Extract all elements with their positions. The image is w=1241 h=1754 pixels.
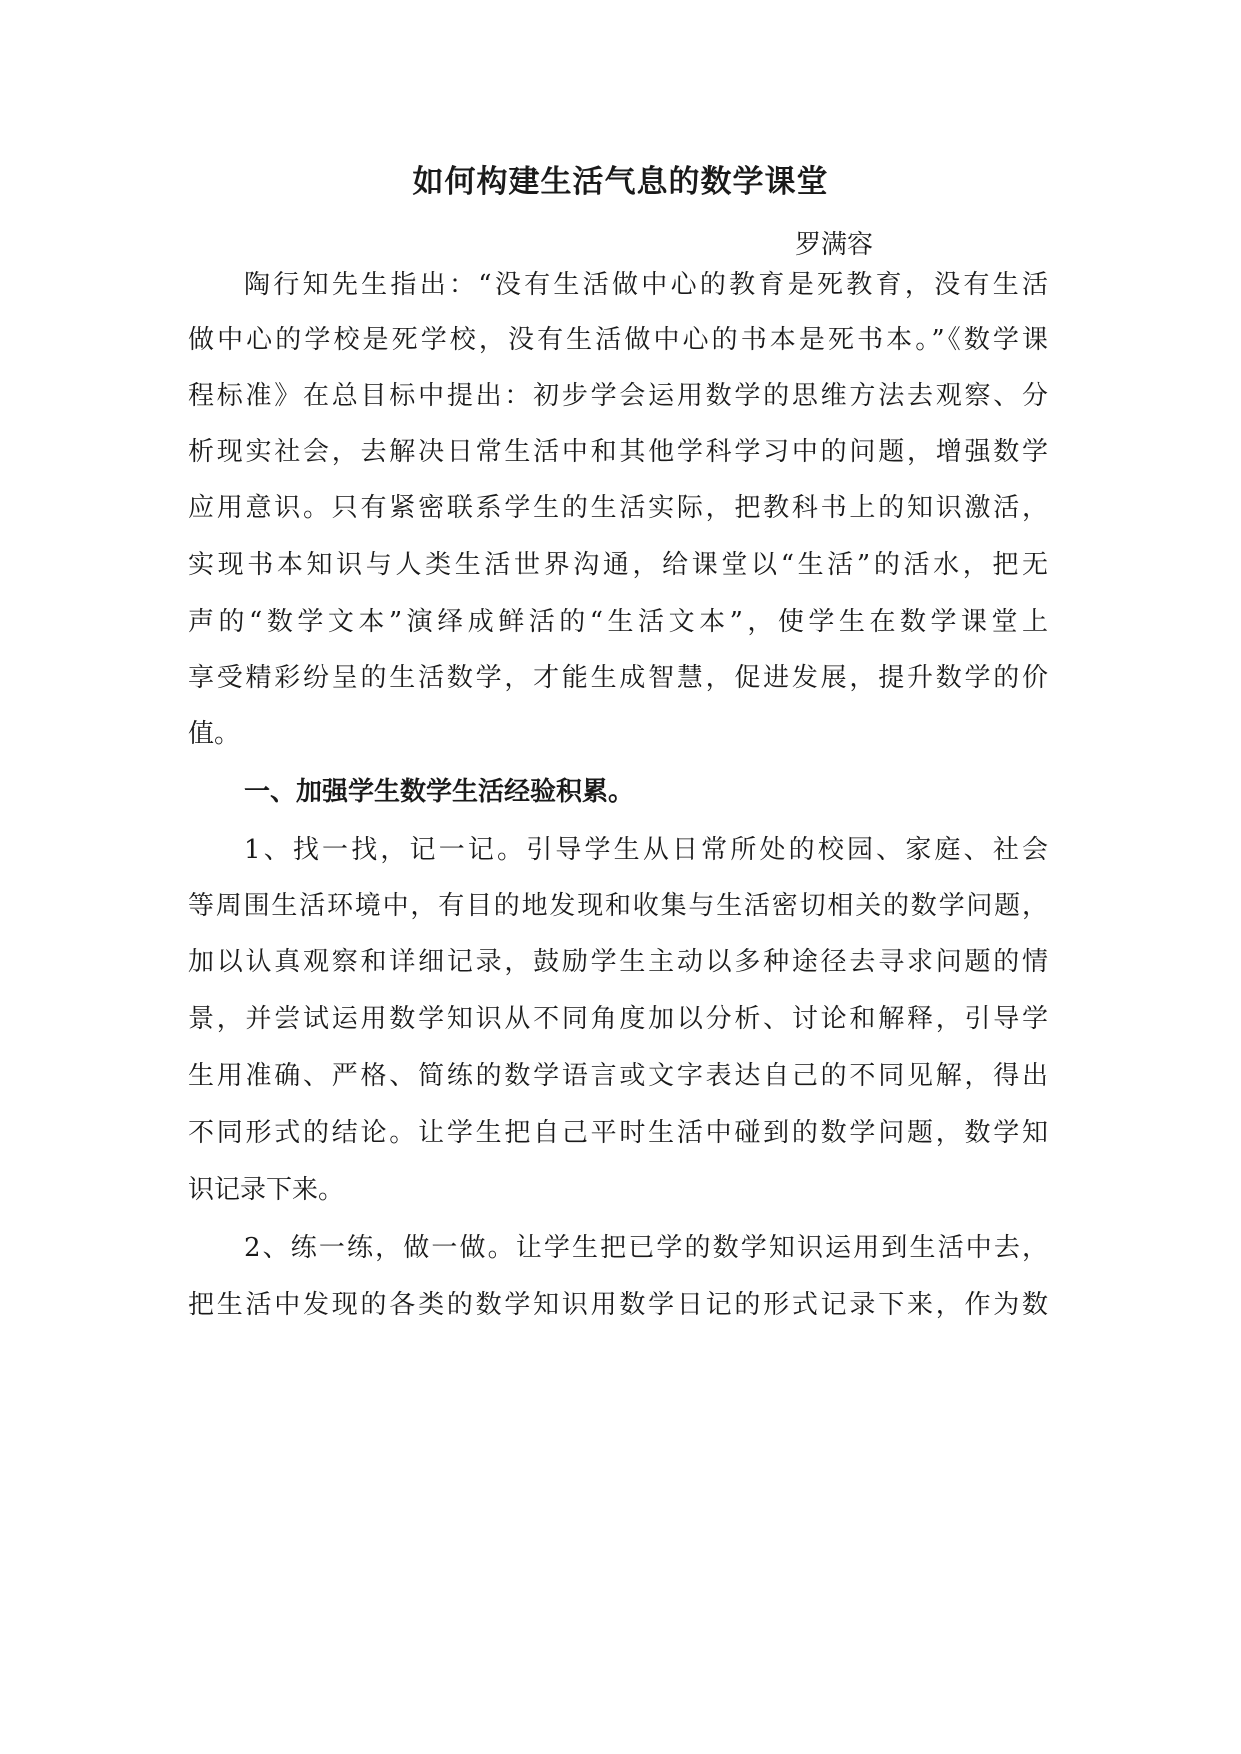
paragraph-line: 陶行知先生指出：“没有生活做中心的教育是死教育，没有生活 [244, 270, 1048, 300]
paragraph-line: 等周围生活环境中，有目的地发现和收集与生活密切相关的数学问题， [188, 891, 1048, 921]
paragraph-line: 程标准》在总目标中提出：初步学会运用数学的思维方法去观察、分 [188, 381, 1048, 411]
paragraph-line: 析现实社会，去解决日常生活中和其他学科学习中的问题，增强数学 [188, 437, 1048, 467]
paragraph-line: 应用意识。只有紧密联系学生的生活实际，把教科书上的知识激活， [188, 493, 1048, 523]
paragraph-line: 识记录下来。 [188, 1175, 345, 1205]
paragraph-line: 声的“数学文本”演绎成鲜活的“生活文本”，使学生在数学课堂上 [188, 607, 1048, 637]
paragraph-line: 生用准确、严格、简练的数学语言或文字表达自己的不同见解，得出 [188, 1061, 1048, 1091]
paragraph-line: 做中心的学校是死学校，没有生活做中心的书本是死书本。”《数学课 [188, 325, 1048, 355]
paragraph-line: 1、找一找，记一记。引导学生从日常所处的校园、家庭、社会 [244, 835, 1048, 865]
section-heading: 一、加强学生数学生活经验积累。 [244, 777, 635, 807]
paragraph-line: 值。 [188, 719, 241, 749]
paragraph-line: 加以认真观察和详细记录，鼓励学生主动以多种途径去寻求问题的情 [188, 947, 1048, 977]
document-title: 如何构建生活气息的数学课堂 [412, 164, 829, 200]
paragraph-line: 把生活中发现的各类的数学知识用数学日记的形式记录下来，作为数 [188, 1290, 1048, 1320]
paragraph-line: 实现书本知识与人类生活世界沟通，给课堂以“生活”的活水，把无 [188, 550, 1048, 580]
paragraph-line: 2、练一练，做一做。让学生把已学的数学知识运用到生活中去， [244, 1233, 1048, 1263]
document-author: 罗满容 [795, 230, 874, 260]
paragraph-line: 享受精彩纷呈的生活数学，才能生成智慧，促进发展，提升数学的价 [188, 663, 1048, 693]
paragraph-line: 景，并尝试运用数学知识从不同角度加以分析、讨论和解释，引导学 [188, 1004, 1048, 1034]
paragraph-line: 不同形式的结论。让学生把自己平时生活中碰到的数学问题，数学知 [188, 1118, 1048, 1148]
